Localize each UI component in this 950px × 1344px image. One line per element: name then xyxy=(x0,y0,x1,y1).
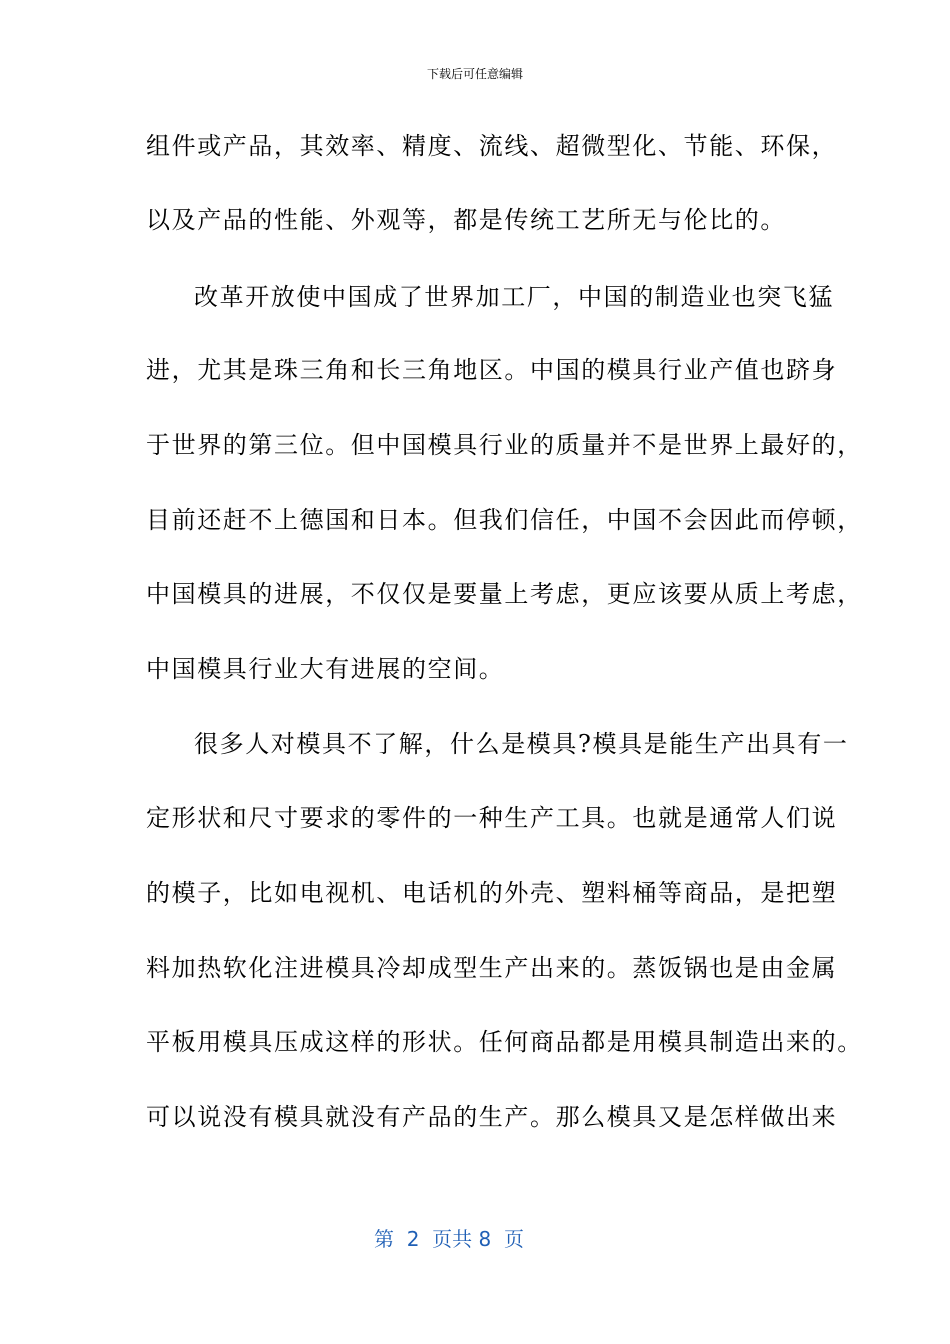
text-line: 定形状和尺寸要求的零件的一种生产工具。也就是通常人们说 xyxy=(146,804,838,832)
page-number-footer: 第 2 页共 8 页 xyxy=(374,1227,524,1251)
text-line: 可以说没有模具就没有产品的生产。那么模具又是怎样做出来 xyxy=(146,1103,838,1131)
page-header-note: 下载后可任意编辑 xyxy=(426,67,523,81)
text-line: 进，尤其是珠三角和长三角地区。中国的模具行业产值也跻身 xyxy=(146,356,838,384)
text-line: 平板用模具压成这样的形状。任何商品都是用模具制造出来的。 xyxy=(146,1028,863,1056)
text-line: 料加热软化注进模具冷却成型生产出来的。蒸饭锅也是由金属 xyxy=(146,954,838,982)
paragraph-start-line: 很多人对模具不了解，什么是模具?模具是能生产出具有一 xyxy=(194,730,849,758)
text-line: 于世界的第三位。但中国模具行业的质量并不是世界上最好的， xyxy=(146,431,863,459)
text-line: 目前还赶不上德国和日本。但我们信任，中国不会因此而停顿， xyxy=(146,506,863,534)
text-line: 组件或产品，其效率、精度、流线、超微型化、节能、环保， xyxy=(146,132,838,160)
paragraph-start-line: 改革开放使中国成了世界加工厂，中国的制造业也突飞猛 xyxy=(194,283,834,311)
text-line: 中国模具的进展，不仅仅是要量上考虑，更应该要从质上考虑， xyxy=(146,580,863,608)
text-line: 中国模具行业大有进展的空间。 xyxy=(146,655,505,683)
text-line: 的模子，比如电视机、电话机的外壳、塑料桶等商品，是把塑 xyxy=(146,879,838,907)
text-line: 以及产品的性能、外观等，都是传统工艺所无与伦比的。 xyxy=(146,206,786,234)
